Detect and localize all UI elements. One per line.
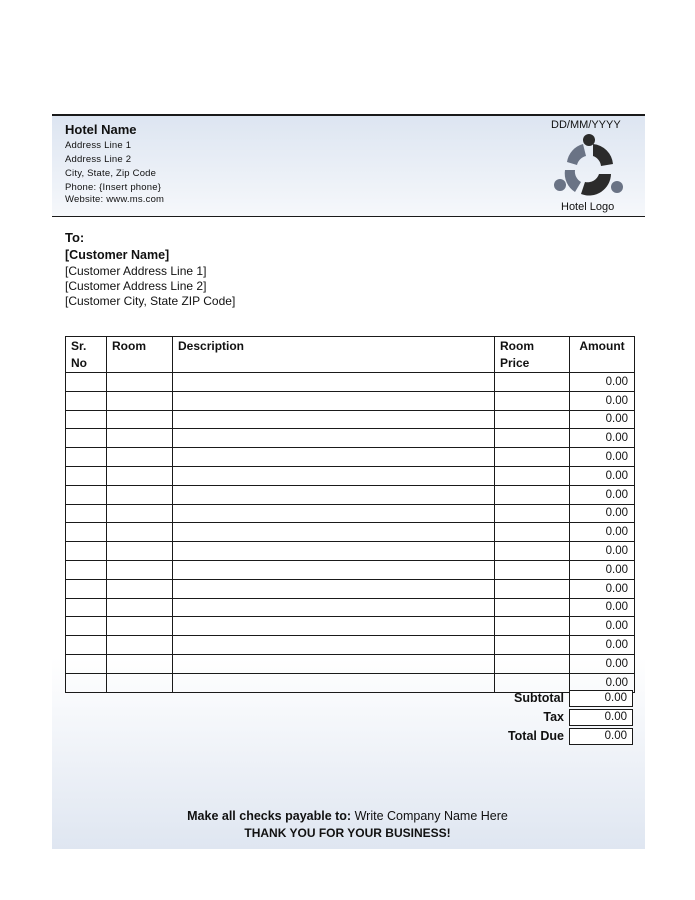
to-label: To:: [65, 230, 85, 245]
cell-room[interactable]: [107, 504, 173, 523]
cell-room-price[interactable]: [495, 485, 570, 504]
cell-sr-no[interactable]: [66, 523, 107, 542]
cell-room-price[interactable]: [495, 636, 570, 655]
cell-description[interactable]: [173, 542, 495, 561]
thank-you-note: THANK YOU FOR YOUR BUSINESS!: [244, 826, 451, 840]
cell-room[interactable]: [107, 466, 173, 485]
cell-description[interactable]: [173, 617, 495, 636]
column-header-room-price: Room Price: [495, 337, 570, 373]
website-line: Website: www.ms.com: [65, 194, 165, 205]
cell-room-price[interactable]: [495, 410, 570, 429]
cell-amount[interactable]: 0.00: [570, 579, 635, 598]
cell-sr-no[interactable]: [66, 429, 107, 448]
cell-amount[interactable]: 0.00: [570, 654, 635, 673]
column-header-description: Description: [173, 337, 495, 373]
table-row: [66, 636, 635, 655]
cell-sr-no[interactable]: [66, 448, 107, 467]
cell-description[interactable]: [173, 504, 495, 523]
cell-room-price[interactable]: [495, 391, 570, 410]
cell-room-price[interactable]: [495, 466, 570, 485]
table-row: [66, 410, 635, 429]
cell-room[interactable]: [107, 485, 173, 504]
cell-amount[interactable]: 0.00: [570, 373, 635, 392]
people-circle-logo-icon: [553, 134, 625, 198]
cell-room[interactable]: [107, 391, 173, 410]
table-row: [66, 617, 635, 636]
table-row: [66, 391, 635, 410]
table-row: [66, 523, 635, 542]
cell-amount[interactable]: 0.00: [570, 523, 635, 542]
cell-room-price[interactable]: [495, 579, 570, 598]
total-due-value[interactable]: 0.00: [569, 728, 633, 745]
cell-description[interactable]: [173, 579, 495, 598]
cell-sr-no[interactable]: [66, 654, 107, 673]
cell-sr-no[interactable]: [66, 410, 107, 429]
cell-sr-no[interactable]: [66, 560, 107, 579]
cell-room[interactable]: [107, 617, 173, 636]
subtotal-label: Subtotal: [514, 691, 564, 705]
cell-sr-no[interactable]: [66, 504, 107, 523]
cell-room-price[interactable]: [495, 504, 570, 523]
table-row: [66, 466, 635, 485]
cell-amount[interactable]: 0.00: [570, 448, 635, 467]
address-line-1: Address Line 1: [65, 140, 132, 151]
cell-description[interactable]: [173, 485, 495, 504]
cell-sr-no[interactable]: [66, 617, 107, 636]
cell-description[interactable]: [173, 410, 495, 429]
table-row: [66, 654, 635, 673]
hotel-name: Hotel Name: [65, 122, 137, 137]
table-row: [66, 542, 635, 561]
cell-amount[interactable]: 0.00: [570, 485, 635, 504]
cell-room[interactable]: [107, 373, 173, 392]
cell-amount[interactable]: 0.00: [570, 542, 635, 561]
cell-amount[interactable]: 0.00: [570, 560, 635, 579]
table-row: [66, 598, 635, 617]
cell-room[interactable]: [107, 429, 173, 448]
table-row: [66, 673, 635, 692]
cell-room-price[interactable]: [495, 373, 570, 392]
customer-address-line-1: [Customer Address Line 1]: [65, 264, 207, 278]
subtotal-value[interactable]: 0.00: [569, 690, 633, 707]
cell-room[interactable]: [107, 410, 173, 429]
cell-room-price[interactable]: [495, 598, 570, 617]
cell-amount[interactable]: 0.00: [570, 391, 635, 410]
cell-amount[interactable]: 0.00: [570, 410, 635, 429]
address-line-2: Address Line 2: [65, 154, 132, 165]
cell-room[interactable]: [107, 654, 173, 673]
cell-amount[interactable]: 0.00: [570, 673, 635, 692]
cell-amount[interactable]: 0.00: [570, 598, 635, 617]
cell-room-price[interactable]: [495, 542, 570, 561]
cell-room[interactable]: [107, 560, 173, 579]
column-header-amount: Amount: [570, 337, 635, 373]
cell-description[interactable]: [173, 391, 495, 410]
cell-sr-no[interactable]: [66, 485, 107, 504]
cell-room[interactable]: [107, 542, 173, 561]
cell-sr-no[interactable]: [66, 579, 107, 598]
cell-amount[interactable]: 0.00: [570, 466, 635, 485]
cell-sr-no[interactable]: [66, 542, 107, 561]
cell-amount[interactable]: 0.00: [570, 504, 635, 523]
cell-room-price[interactable]: [495, 617, 570, 636]
table-row: [66, 448, 635, 467]
cell-description[interactable]: [173, 598, 495, 617]
cell-room[interactable]: [107, 448, 173, 467]
tax-label: Tax: [543, 710, 564, 724]
cell-room-price[interactable]: [495, 654, 570, 673]
cell-amount[interactable]: 0.00: [570, 617, 635, 636]
cell-description[interactable]: [173, 673, 495, 692]
city-state-zip: City, State, Zip Code: [65, 168, 157, 179]
company-name: Write Company Name Here: [354, 809, 508, 823]
cell-room[interactable]: [107, 673, 173, 692]
table-body: [66, 373, 635, 693]
cell-sr-no[interactable]: [66, 391, 107, 410]
table-row: [66, 579, 635, 598]
phone-line: Phone: {Insert phone}: [65, 182, 162, 193]
cell-room[interactable]: [107, 636, 173, 655]
tax-value[interactable]: 0.00: [569, 709, 633, 726]
cell-sr-no[interactable]: [66, 373, 107, 392]
hotel-logo-label: Hotel Logo: [561, 201, 615, 213]
table-row: [66, 504, 635, 523]
cell-amount[interactable]: 0.00: [570, 429, 635, 448]
cell-room[interactable]: [107, 579, 173, 598]
customer-name: [Customer Name]: [65, 248, 170, 262]
cell-room-price[interactable]: [495, 560, 570, 579]
payable-label: Make all checks payable to:: [187, 809, 352, 823]
cell-room[interactable]: [107, 523, 173, 542]
cell-description[interactable]: [173, 523, 495, 542]
cell-description[interactable]: [173, 429, 495, 448]
table-row: [66, 485, 635, 504]
cell-room-price[interactable]: [495, 673, 570, 692]
cell-sr-no[interactable]: [66, 598, 107, 617]
cell-description[interactable]: [173, 636, 495, 655]
table-row: [66, 560, 635, 579]
table-header-row: [66, 337, 635, 373]
cell-sr-no[interactable]: [66, 636, 107, 655]
cell-sr-no[interactable]: [66, 466, 107, 485]
column-header-sr-no: Sr. No: [66, 337, 107, 373]
cell-sr-no[interactable]: [66, 673, 107, 692]
total-due-label: Total Due: [507, 729, 564, 743]
cell-description[interactable]: [173, 466, 495, 485]
cell-description[interactable]: [173, 373, 495, 392]
payable-note: [0, 809, 695, 823]
table-row: [66, 373, 635, 392]
customer-city-state-zip: [Customer City, State ZIP Code]: [65, 294, 236, 308]
table-row: [66, 429, 635, 448]
customer-address-line-2: [Customer Address Line 2]: [65, 279, 207, 293]
cell-room-price[interactable]: [495, 523, 570, 542]
cell-amount[interactable]: 0.00: [570, 636, 635, 655]
cell-description[interactable]: [173, 448, 495, 467]
cell-description[interactable]: [173, 654, 495, 673]
cell-room-price[interactable]: [495, 448, 570, 467]
cell-room-price[interactable]: [495, 429, 570, 448]
cell-room[interactable]: [107, 598, 173, 617]
invoice-items-table: [65, 336, 635, 693]
column-header-room: Room: [107, 337, 173, 373]
invoice-date: DD/MM/YYYY: [551, 119, 621, 131]
cell-description[interactable]: [173, 560, 495, 579]
